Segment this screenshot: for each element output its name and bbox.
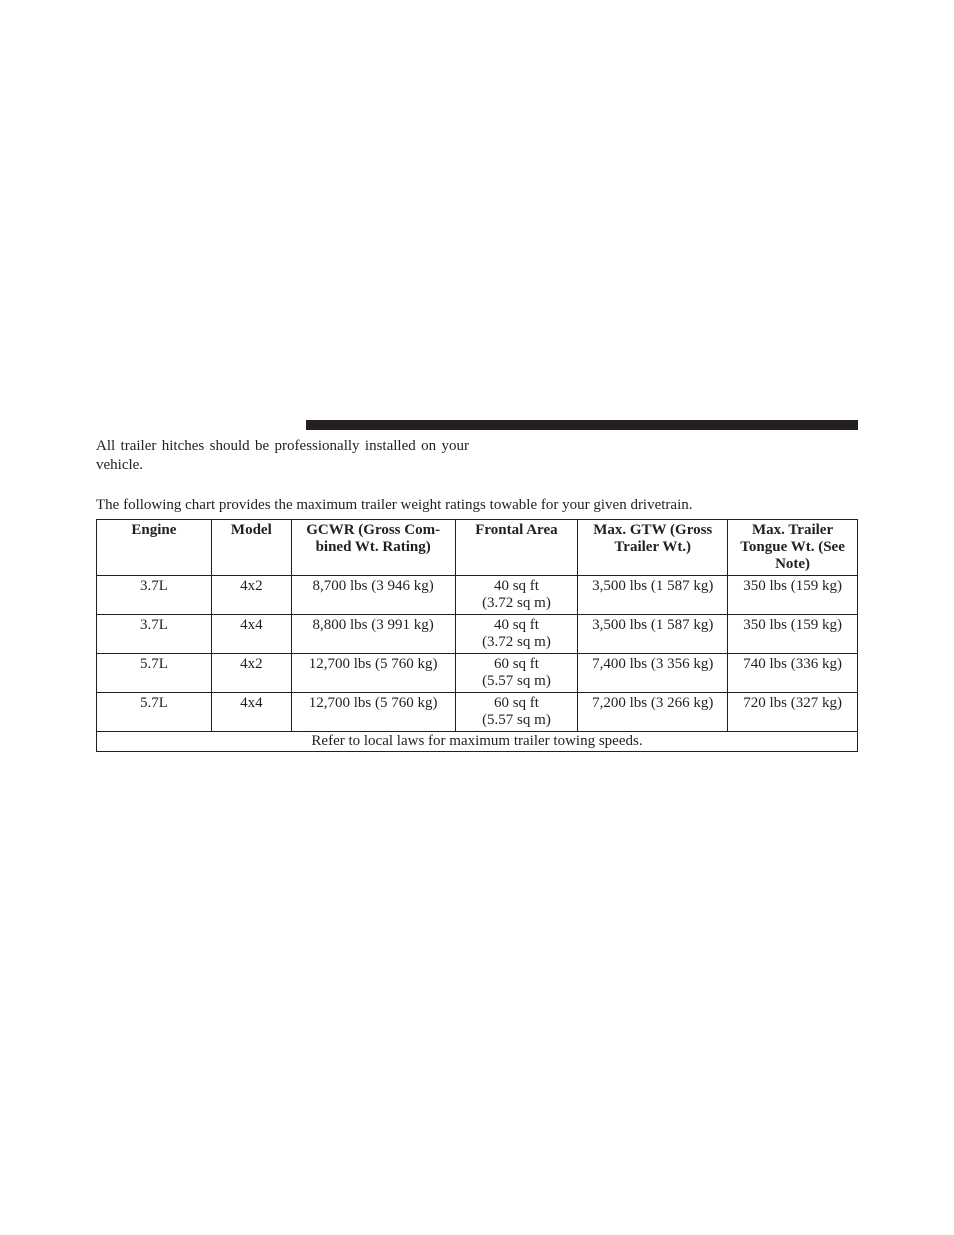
table-footnote-row: [97, 732, 858, 752]
frontal-area-cell: 60 sq ft (5.57 sq m): [455, 693, 578, 732]
frontal-area-cell: 40 sq ft (3.72 sq m): [455, 576, 578, 615]
table-row: [97, 576, 858, 615]
engine-cell: 5.7L: [97, 693, 212, 732]
table-header-row: [97, 520, 858, 576]
tongue-weight-cell: 350 lbs (159 kg): [728, 615, 858, 654]
max-gtw-cell: 7,200 lbs (3 266 kg): [578, 693, 728, 732]
tongue-weight-cell: 720 lbs (327 kg): [728, 693, 858, 732]
tongue-weight-cell: 350 lbs (159 kg): [728, 576, 858, 615]
hitch-installation-note: All trailer hitches should be professionally installed on your vehicle.: [96, 438, 469, 473]
engine-cell: 5.7L: [97, 654, 212, 693]
table-row: [97, 615, 858, 654]
gcwr-cell: 8,700 lbs (3 946 kg): [291, 576, 455, 615]
model-cell: 4x2: [211, 576, 291, 615]
header-engine: Engine: [97, 520, 212, 576]
model-cell: 4x4: [211, 693, 291, 732]
model-cell: 4x4: [211, 615, 291, 654]
model-cell: 4x2: [211, 654, 291, 693]
engine-cell: 3.7L: [97, 615, 212, 654]
table-row: [97, 654, 858, 693]
max-gtw-cell: 3,500 lbs (1 587 kg): [578, 576, 728, 615]
max-gtw-cell: 3,500 lbs (1 587 kg): [578, 615, 728, 654]
towing-speed-footnote: Refer to local laws for maximum trailer towing speeds.: [97, 732, 858, 752]
chart-caption: The following chart provides the maximum trailer weight ratings towable for your given drivetrain.: [96, 497, 693, 513]
frontal-area-cell: 60 sq ft (5.57 sq m): [455, 654, 578, 693]
max-gtw-cell: 7,400 lbs (3 356 kg): [578, 654, 728, 693]
gcwr-cell: 12,700 lbs (5 760 kg): [291, 693, 455, 732]
header-gcwr: GCWR (Gross Com- bined Wt. Rating): [291, 520, 455, 576]
table-row: [97, 693, 858, 732]
engine-cell: 3.7L: [97, 576, 212, 615]
trailer-weight-table: [96, 519, 858, 752]
frontal-area-cell: 40 sq ft (3.72 sq m): [455, 615, 578, 654]
section-header-bar: [306, 420, 858, 430]
header-tongue-weight: Max. Trailer Tongue Wt. (See Note): [728, 520, 858, 576]
header-max-gtw: Max. GTW (Gross Trailer Wt.): [578, 520, 728, 576]
header-frontal-area: Frontal Area: [455, 520, 578, 576]
tongue-weight-cell: 740 lbs (336 kg): [728, 654, 858, 693]
gcwr-cell: 8,800 lbs (3 991 kg): [291, 615, 455, 654]
header-model: Model: [211, 520, 291, 576]
gcwr-cell: 12,700 lbs (5 760 kg): [291, 654, 455, 693]
